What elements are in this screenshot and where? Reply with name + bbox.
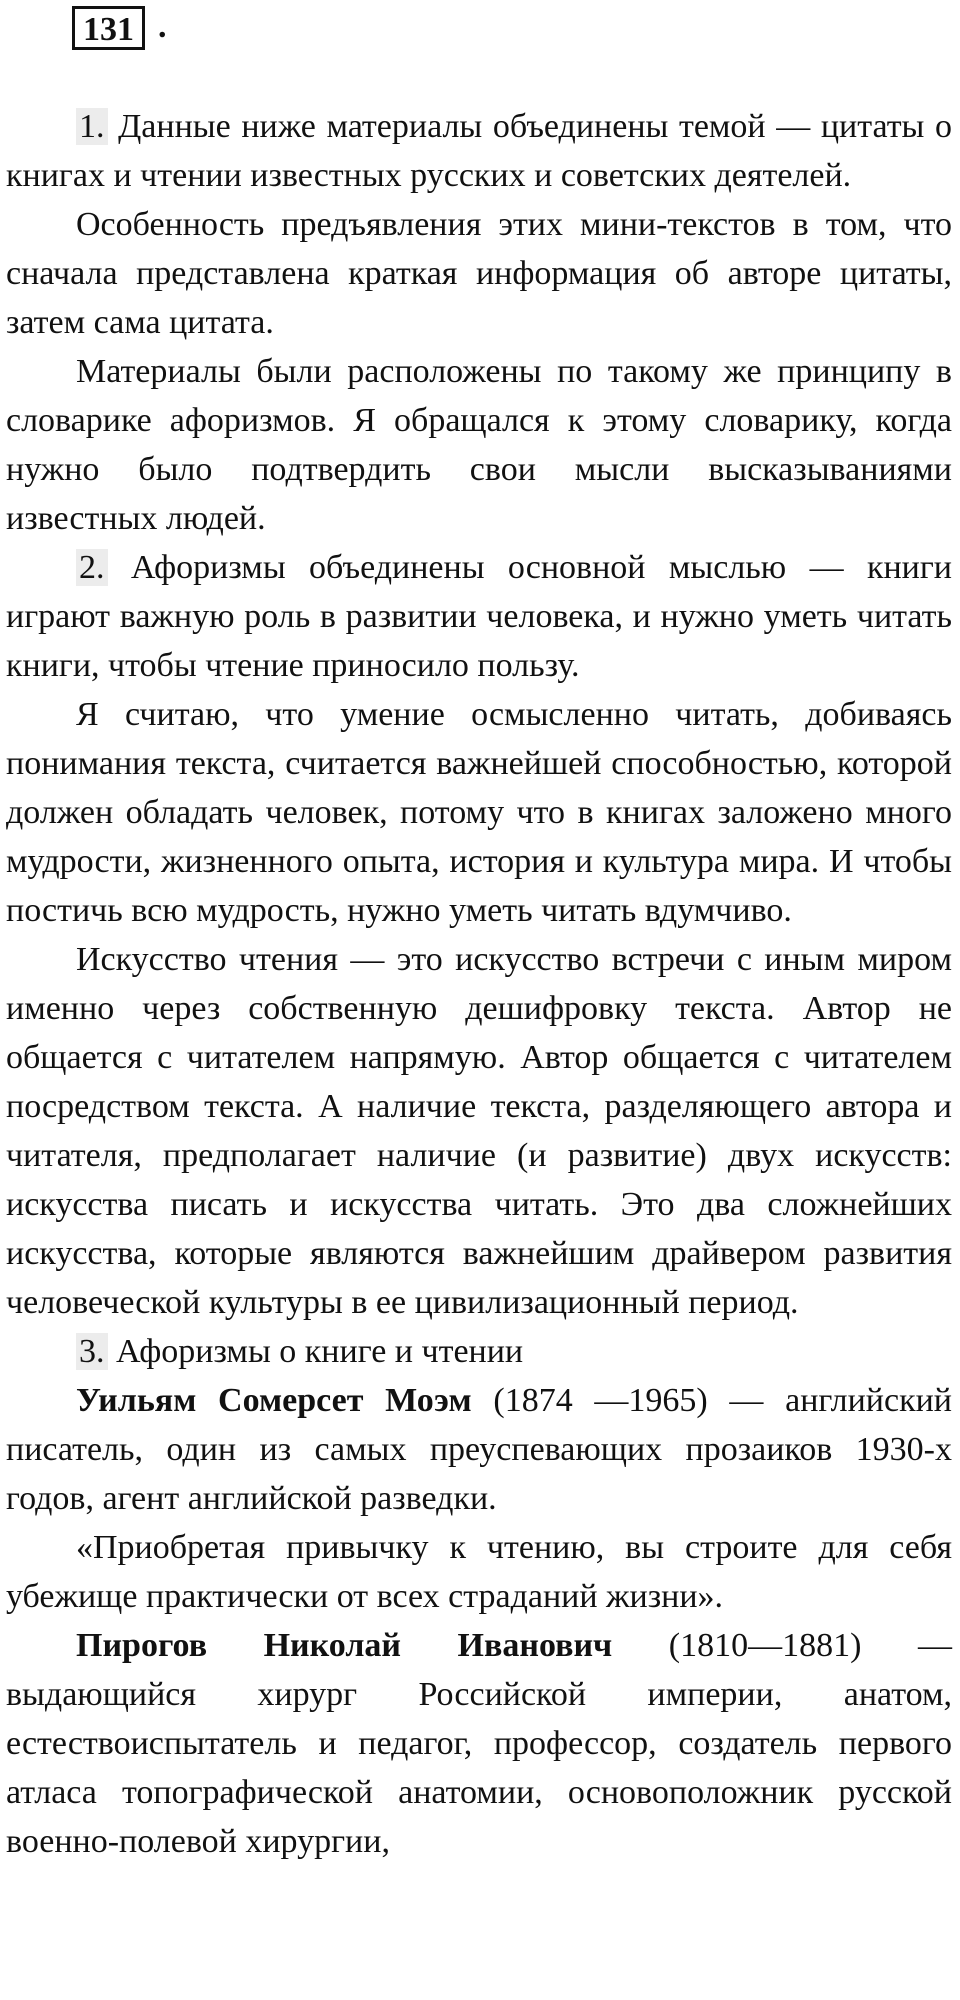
section3-number: 3. bbox=[76, 1333, 108, 1370]
section2-paragraph1 bbox=[6, 543, 952, 690]
section1-paragraph3: Материалы были расположены по такому же принципу в словарике афоризмов. Я обращался к этому словарику, когда нужно было подтвердить свои мысли высказываниями известных людей. bbox=[6, 353, 952, 537]
exercise-number-dot: . bbox=[158, 8, 167, 45]
pirogov-bio: (1810—1881) — выдающийся хирург Российской империи, анатом, естествоиспытатель и педагог, профессор, создатель первого атласа топографической анатомии, основоположник русской военно-полевой хирургии, bbox=[6, 1627, 952, 1860]
section1-paragraph2: Особенность предъявления этих мини-текстов в том, что сначала представлена краткая информация об авторе цитаты, затем сама цитата. bbox=[6, 206, 952, 341]
section3-heading bbox=[6, 1327, 952, 1376]
answer-text bbox=[6, 102, 952, 1866]
exercise-number-box bbox=[72, 6, 145, 50]
maugham-name: Уильям Сомерсет Моэм bbox=[76, 1382, 472, 1419]
pirogov-name: Пирогов Николай Иванович bbox=[76, 1627, 613, 1664]
section1-paragraph1 bbox=[6, 102, 952, 200]
section2-text1: Афоризмы объединены основной мыслью — книги играют важную роль в развитии человека, и нужно уметь читать книги, чтобы чтение приносило пользу. bbox=[6, 549, 952, 684]
exercise-number: 131 bbox=[83, 11, 134, 48]
section1-number: 1. bbox=[76, 108, 108, 145]
maugham-paragraph bbox=[6, 1376, 952, 1523]
section1-text1: Данные ниже материалы объединены темой — цитаты о книгах и чтении известных русских и советских деятелей. bbox=[6, 108, 952, 194]
section2-paragraph3: Искусство чтения — это искусство встречи с иным миром именно через собственную дешифровку текста. Автор не общается с читателем напрямую. Автор общается с читателем посредством текста. А наличие текста, разделяющего автора и читателя, предполагает наличие (и развитие) двух искусств: искусства писать и искусства читать. Это два сложнейших искусства, которые являются важнейшим драйвером развития человеческой культуры в ее цивилизационный период. bbox=[6, 941, 952, 1321]
maugham-bio: (1874 —1965) — английский писатель, один из самых преуспевающих прозаиков 1930-х годов, агент английской разведки. bbox=[6, 1382, 952, 1517]
pirogov-paragraph bbox=[6, 1621, 952, 1866]
section3-title: Афоризмы о книге и чтении bbox=[116, 1333, 524, 1370]
section2-number: 2. bbox=[76, 549, 108, 586]
section2-paragraph2: Я считаю, что умение осмысленно читать, добиваясь понимания текста, считается важнейшей способностью, которой должен обладать человек, потому что в книгах заложено много мудрости, жизненного опыта, история и культура мира. И чтобы постичь всю мудрость, нужно уметь читать вдумчиво. bbox=[6, 696, 952, 929]
maugham-quote: «Приобретая привычку к чтению, вы строите для себя убежище практически от всех страданий жизни». bbox=[6, 1529, 952, 1615]
